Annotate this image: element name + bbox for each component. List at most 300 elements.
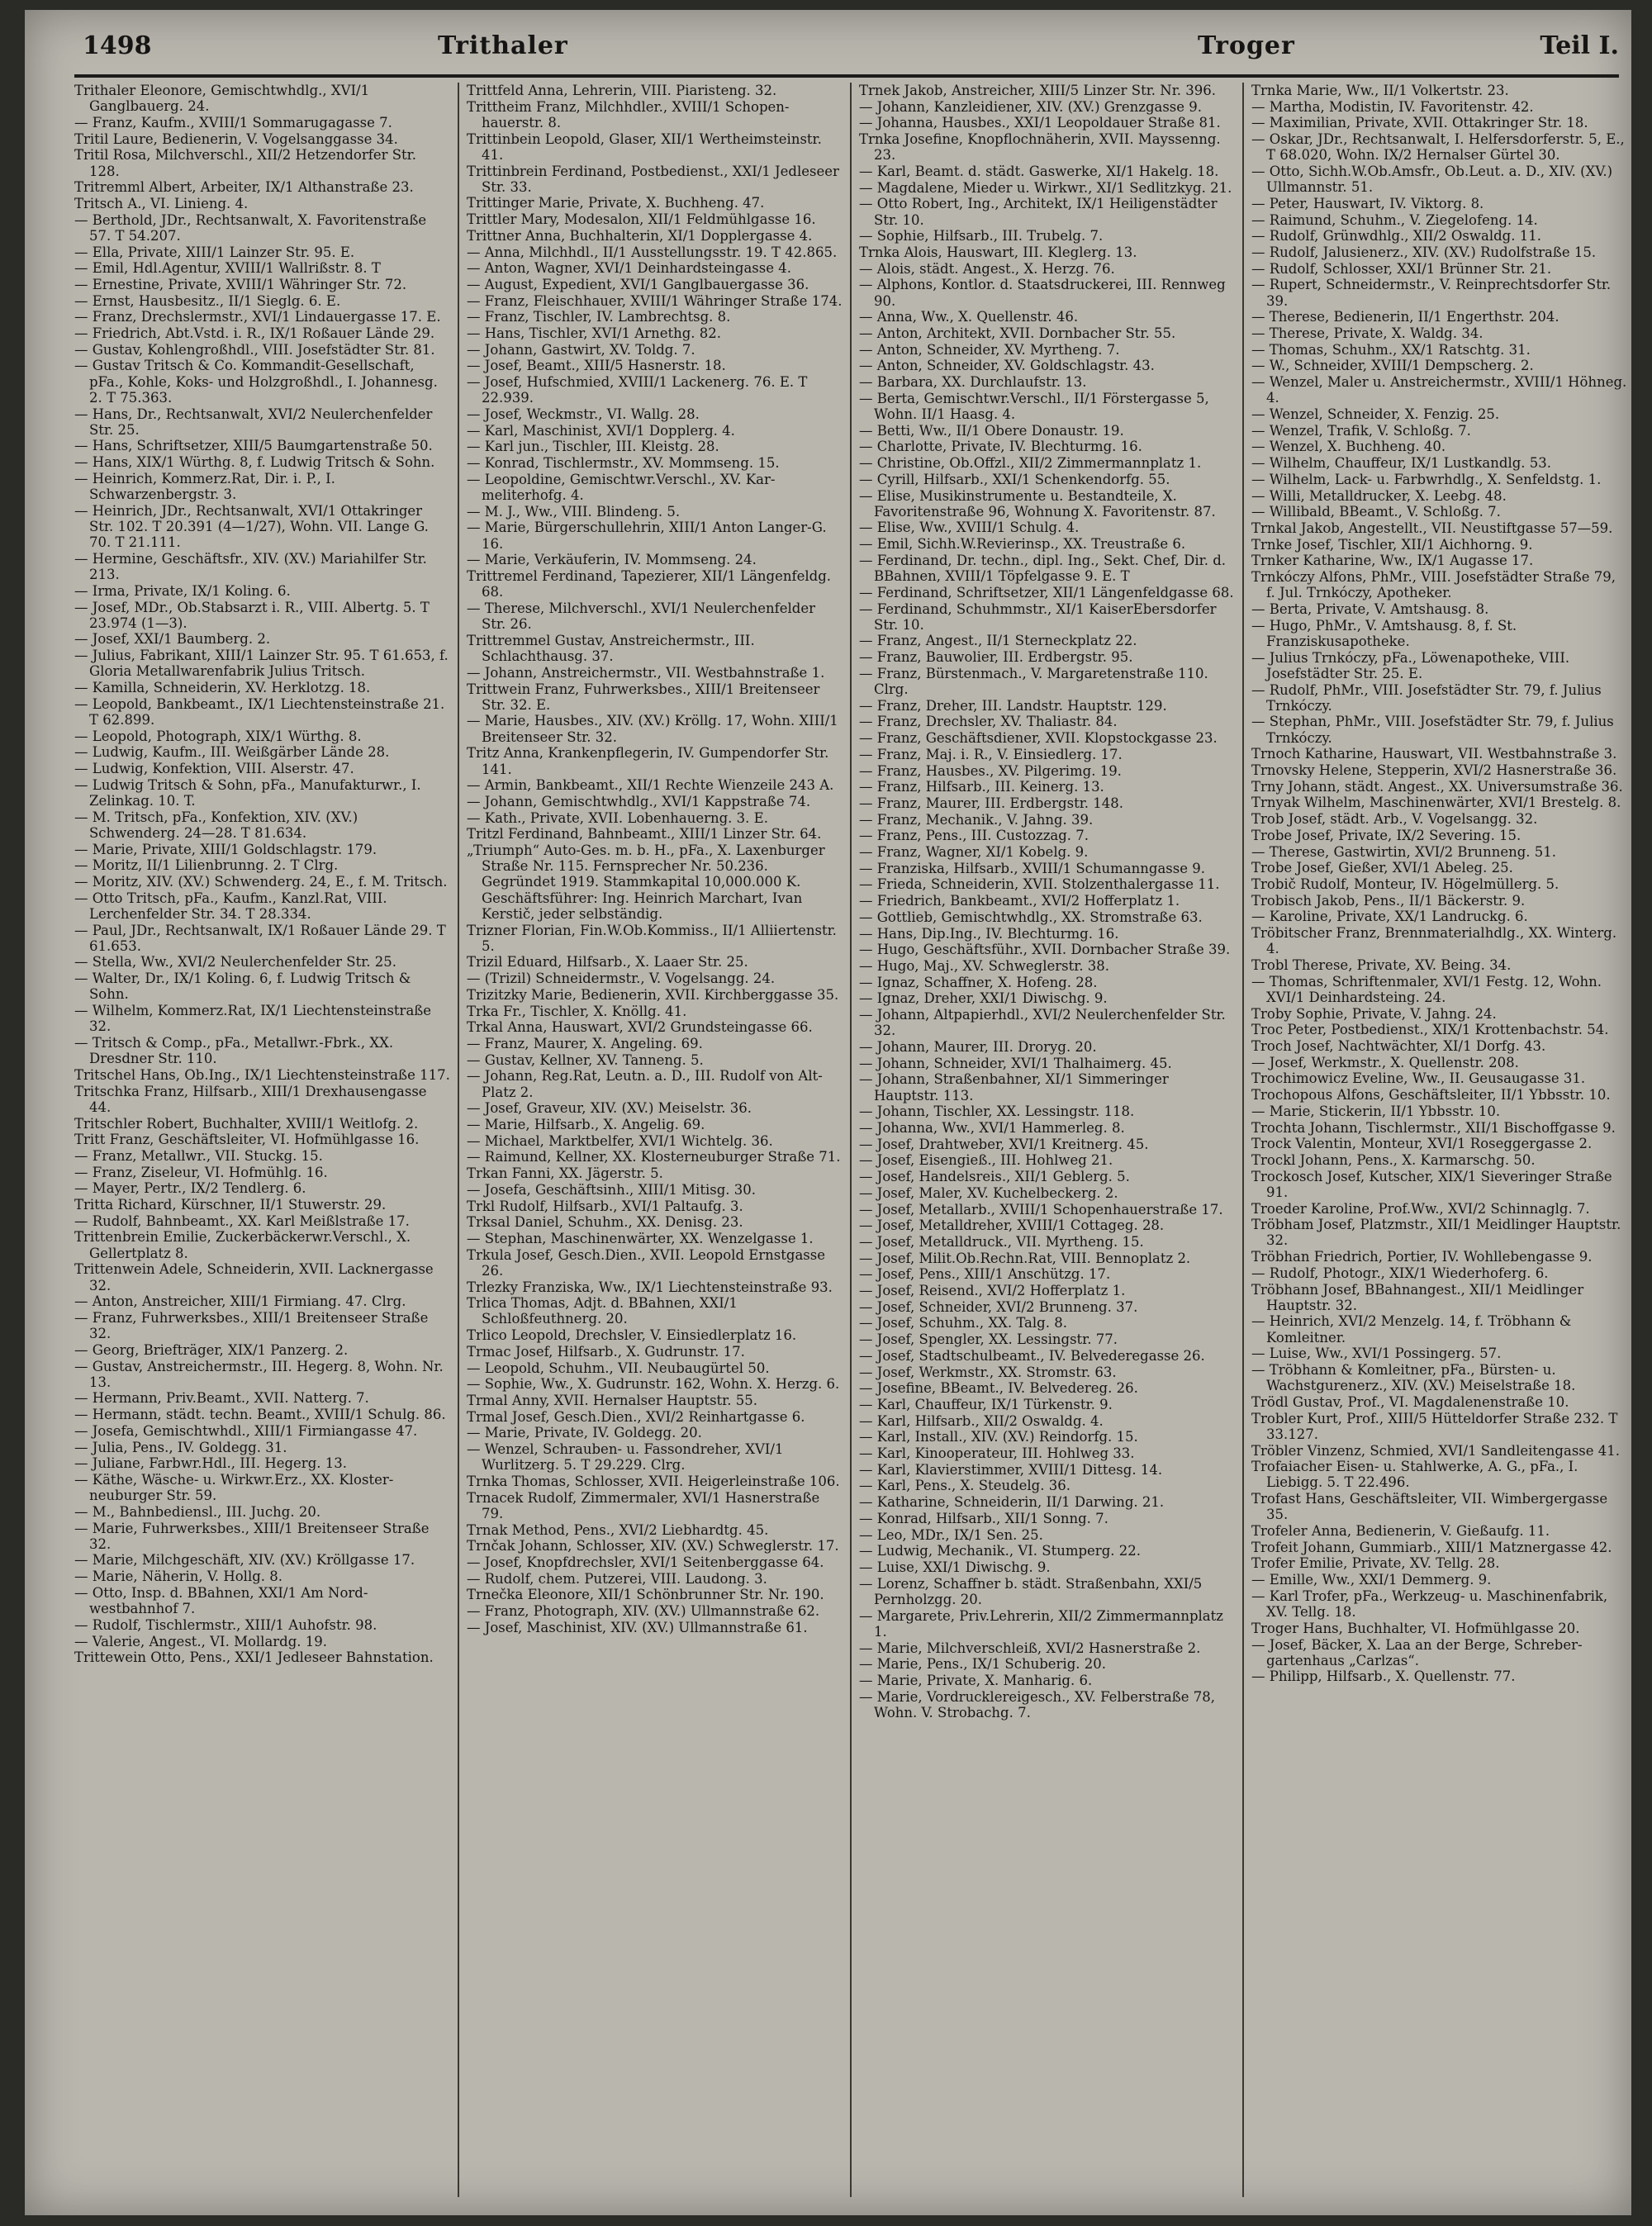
directory-entry: — Ludwig Tritsch & Sohn, pFa., Manufakturwr., I. Zelinkag. 10. T. xyxy=(74,776,421,809)
page-number: 1498 xyxy=(83,31,152,60)
directory-entry: — Marie, Verkäuferin, IV. Mommseng. 24. xyxy=(467,552,757,568)
directory-entry: — Willi, Metalldrucker, X. Leebg. 48. xyxy=(1251,487,1507,504)
directory-entry: — Thomas, Schuhm., XX/1 Ratschtg. 31. xyxy=(1251,341,1531,358)
directory-entry: — Josef, Beamt., XIII/5 Hasnerstr. 18. xyxy=(467,358,726,374)
directory-entry: — Kamilla, Schneiderin, XV. Herklotzg. 18. xyxy=(74,680,371,696)
directory-entry: — Alois, städt. Angest., X. Herzg. 76. xyxy=(859,260,1115,277)
directory-entry: — Anna, Ww., X. Quellenstr. 46. xyxy=(859,309,1079,325)
directory-entry: — Franz, Drechslermstr., XVI/1 Lindauergasse 17. E. xyxy=(74,309,441,325)
directory-entry: Trnka Marie, Ww., II/1 Volkertstr. 23. xyxy=(1251,83,1509,98)
directory-entry: — Rudolf, Schlosser, XXI/1 Brünner Str. 21. xyxy=(1251,260,1552,277)
page-header xyxy=(74,31,1619,73)
directory-entry: Trofer Emilie, Private, XV. Tellg. 28. xyxy=(1251,1555,1500,1572)
directory-entry: — Walter, Dr., IX/1 Koling. 6, f. Ludwig Tritsch & Sohn. xyxy=(74,971,411,1003)
directory-entry: Tröbhann Josef, BBahnangest., XII/1 Meidlinger Hauptstr. 32. xyxy=(1251,1281,1584,1313)
directory-entry: — Franziska, Hilfsarb., XVIII/1 Schumanngasse 9. xyxy=(859,860,1205,876)
directory-entry: — Luise, Ww., XVI/1 Possingerg. 57. xyxy=(1251,1346,1502,1362)
directory-entry: — Ferdinand, Dr. techn., dipl. Ing., Sekt. Chef, Dir. d. BBahnen, XVIII/1 Töpfelgasse 9. E. T xyxy=(859,552,1227,585)
directory-entry: — Rudolf, Bahnbeamt., XX. Karl Meißlstraße 17. xyxy=(74,1213,410,1229)
directory-entry: — W., Schneider, XVIII/1 Dempscherg. 2. xyxy=(1251,358,1534,374)
directory-entry: Trnkal Jakob, Angestellt., VII. Neustiftgasse 57—59. xyxy=(1251,520,1613,536)
directory-entry: — Hermine, Geschäftsfr., XIV. (XV.) Mariahilfer Str. 213. xyxy=(74,550,427,583)
directory-entry: — Franz, Pens., III. Custozzag. 7. xyxy=(859,828,1089,844)
directory-entry: — Stephan, Maschinenwärter, XX. Wenzelgasse 1. xyxy=(467,1230,814,1246)
directory-entry: Trnka Thomas, Schlosser, XVII. Heigerleinstraße 106. xyxy=(467,1473,840,1489)
directory-entry: — Hermann, Priv.Beamt., XVII. Natterg. 7. xyxy=(74,1390,369,1407)
directory-entry: — Josefine, BBeamt., IV. Belvedereg. 26. xyxy=(859,1380,1138,1397)
directory-entry: Trittler Mary, Modesalon, XII/1 Feldmühlgasse 16. xyxy=(467,211,816,228)
directory-entry: — Elise, Musikinstrumente u. Bestandteile, X. Favoritenstraße 96, Wohnung X. Favoritenstr. 87. xyxy=(859,487,1216,520)
directory-entry: — Ignaz, Schaffner, X. Hofeng. 28. xyxy=(859,974,1098,990)
directory-entry: — Hans, XIX/1 Würthg. 8, f. Ludwig Tritsch & Sohn. xyxy=(74,454,435,471)
directory-entry: — Leopoldine, Gemischtwr.Verschl., XV. Karmeliterhofg. 4. xyxy=(467,471,776,504)
directory-entry: — Karl, Chauffeur, IX/1 Türkenstr. 9. xyxy=(859,1396,1113,1412)
directory-entry: — Anton, Architekt, XVII. Dornbacher Str. 55. xyxy=(859,325,1176,342)
directory-entry: — Maximilian, Private, XVII. Ottakringer Str. 18. xyxy=(1251,115,1588,131)
directory-entry: — Margarete, Priv.Lehrerin, XII/2 Zimmermannplatz 1. xyxy=(859,1607,1223,1640)
directory-entry: Tritil Laure, Bedienerin, V. Vogelsanggasse 34. xyxy=(74,131,398,147)
directory-entry: Trizner Florian, Fin.W.Ob.Kommiss., II/1 Alliiertenstr. 5. xyxy=(467,922,837,954)
directory-entry: Trkal Anna, Hauswart, XVI/2 Grundsteingasse 66. xyxy=(467,1019,813,1036)
directory-entry: — Johanna, Hausbes., XXI/1 Leopoldauer Straße 81. xyxy=(859,115,1221,131)
directory-entry: — Marie, Bürgerschullehrin, XIII/1 Anton Langer-G. 16. xyxy=(467,520,827,552)
directory-entry: — Franz, Hilfsarb., III. Keinerg. 13. xyxy=(859,779,1104,795)
directory-entry: — August, Expedient, XVI/1 Ganglbauergasse 36. xyxy=(467,276,809,292)
directory-entry: — Josef, Handelsreis., XII/1 Geblerg. 5. xyxy=(859,1169,1130,1185)
column-1 xyxy=(74,83,450,2197)
directory-entry: — Johann, Reg.Rat, Leutn. a. D., III. Rudolf von Alt-Platz 2. xyxy=(467,1068,823,1100)
directory-entry: Trkula Josef, Gesch.Dien., XVII. Leopold Ernstgasse 26. xyxy=(467,1246,826,1279)
directory-entry: — Hermann, städt. techn. Beamt., XVIII/1 Schulg. 86. xyxy=(74,1407,446,1423)
directory-entry: Trockl Johann, Pens., X. Karmarschg. 50. xyxy=(1251,1151,1536,1168)
directory-entry: — Josef, Weckmstr., VI. Wallg. 28. xyxy=(467,406,700,423)
directory-entry: — Ferdinand, Schriftsetzer, XII/1 Längenfeldgasse 68. xyxy=(859,584,1234,600)
directory-entry: — Ernst, Hausbesitz., II/1 Sieglg. 6. E. xyxy=(74,292,341,309)
directory-entry: — Josef, Metalldruck., VII. Myrtheng. 15. xyxy=(859,1233,1144,1250)
directory-entry: Trobe Josef, Private, IX/2 Severing. 15. xyxy=(1251,827,1521,843)
right-running-head: Troger xyxy=(1198,31,1295,60)
directory-entry: — Heinrich, XVI/2 Menzelg. 14, f. Tröbhann & Komleitner. xyxy=(1251,1313,1572,1346)
directory-entry: — Marie, Vordrucklereigesch., XV. Felberstraße 78, Wohn. V. Strobachg. 7. xyxy=(859,1688,1215,1721)
directory-entry: — Josef, Maler, XV. Kuchelbeckerg. 2. xyxy=(859,1184,1118,1201)
directory-entry: — Marie, Milchgeschäft, XIV. (XV.) Kröllgasse 17. xyxy=(74,1552,415,1569)
directory-page xyxy=(25,10,1631,2215)
directory-entry: — Wenzel, Schneider, X. Fenzig. 25. xyxy=(1251,406,1500,423)
directory-entry: — Sophie, Ww., X. Gudrunstr. 162, Wohn. X. Herzg. 6. xyxy=(467,1376,840,1393)
directory-entry: — Otto, Sichh.W.Ob.Amsfr., Ob.Leut. a. D., XIV. (XV.) Ullmannstr. 51. xyxy=(1251,164,1613,196)
directory-entry: — Josef, Drahtweber, XVI/1 Kreitnerg. 45. xyxy=(859,1136,1149,1152)
directory-entry: Trkl Rudolf, Hilfsarb., XVI/1 Paltaufg. 3. xyxy=(467,1198,743,1214)
directory-entry: Trittinbrein Ferdinand, Postbedienst., XXI/1 Jedleseer Str. 33. xyxy=(467,163,839,195)
column-divider xyxy=(1242,83,1244,2197)
directory-entry: — Ferdinand, Schuhmmstr., XI/1 KaiserEbersdorfer Str. 10. xyxy=(859,600,1217,633)
directory-entry: Tröbler Vinzenz, Schmied, XVI/1 Sandleitengasse 41. xyxy=(1251,1442,1621,1459)
directory-entry: — Christine, Ob.Offzl., XII/2 Zimmermannplatz 1. xyxy=(859,455,1202,472)
directory-entry: — Hugo, Geschäftsführ., XVII. Dornbacher Straße 39. xyxy=(859,942,1231,958)
directory-entry: — Georg, Briefträger, XIX/1 Panzerg. 2. xyxy=(74,1341,349,1358)
directory-entry: — Franz, Drechsler, XV. Thaliastr. 84. xyxy=(859,714,1118,730)
directory-entry: — Karl, Kinooperateur, III. Hohlweg 33. xyxy=(859,1445,1135,1462)
directory-entry: Trmal Anny, XVII. Hernalser Hauptstr. 55. xyxy=(467,1392,757,1408)
directory-entry: Trizitzky Marie, Bedienerin, XVII. Kirchberggasse 35. xyxy=(467,986,839,1003)
directory-entry: Troeder Karoline, Prof.Ww., XVI/2 Schinnaglg. 7. xyxy=(1251,1200,1590,1217)
directory-entry: — Franz, Bauwolier, III. Erdbergstr. 95. xyxy=(859,649,1133,666)
directory-entry: — Josef, Werkmstr., X. Quellenstr. 208. xyxy=(1251,1054,1519,1070)
directory-entry: — Stephan, PhMr., VIII. Josefstädter Str. 79, f. Julius Trnkóczy. xyxy=(1251,714,1614,746)
directory-entry: Tritt Franz, Geschäftsleiter, VI. Hofmühlgasse 16. xyxy=(74,1132,420,1148)
directory-entry: — Franz, Fuhrwerksbes., XIII/1 Breitenseer Straße 32. xyxy=(74,1309,429,1342)
directory-entry: — Rudolf, Jalusienerz., XIV. (XV.) Rudolfstraße 15. xyxy=(1251,244,1597,261)
directory-entry: — Karl, Install., XIV. (XV.) Reindorfg. 15. xyxy=(859,1429,1138,1445)
directory-entry: — Franz, Geschäftsdiener, XVII. Klopstockgasse 23. xyxy=(859,730,1218,747)
directory-entry: Trka Fr., Tischler, X. Knöllg. 41. xyxy=(467,1003,687,1019)
directory-entry: Trlica Thomas, Adjt. d. BBahnen, XXI/1 Schloßfeuthnerg. 20. xyxy=(467,1295,738,1327)
directory-entry: Trnka Josefine, Knopflochnäherin, XVII. Mayssenng. 23. xyxy=(859,131,1221,164)
directory-entry: — Armin, Bankbeamt., XII/1 Rechte Wienzeile 243 A. xyxy=(467,777,834,794)
directory-entry: — Julius, Fabrikant, XIII/1 Lainzer Str. 95. T 61.653, f. Gloria Metallwarenfabrik Julius Tritsch. xyxy=(74,648,449,680)
directory-entry: Trnker Katharine, Ww., IX/1 Augasse 17. xyxy=(1251,553,1534,569)
directory-entry: — Oskar, JDr., Rechtsanwalt, I. Helfersdorferstr. 5, E., T 68.020, Wohn. IX/2 Hernalser Gürtel 30. xyxy=(1251,131,1625,164)
directory-entry: — Hans, Dr., Rechtsanwalt, XVI/2 Neulerchenfelder Str. 25. xyxy=(74,406,433,438)
directory-entry: — Franz, Mechanik., V. Jahng. 39. xyxy=(859,811,1094,828)
directory-entry: Trittwein Franz, Fuhrwerksbes., XIII/1 Breitenseer Str. 32. E. xyxy=(467,681,820,713)
directory-entry: Trochimowicz Eveline, Ww., II. Geusaugasse 31. xyxy=(1251,1070,1586,1087)
directory-entry: — Anton, Wagner, XVI/1 Deinhardsteingasse 4. xyxy=(467,260,791,277)
directory-entry: — Marie, Hausbes., XIV. (XV.) Kröllg. 17, Wohn. XIII/1 Breitenseer Str. 32. xyxy=(467,713,838,745)
directory-entry: — Stella, Ww., XVI/2 Neulerchenfelder Str. 25. xyxy=(74,954,397,971)
directory-entry: Tröbhan Friedrich, Portier, IV. Wohllebengasse 9. xyxy=(1251,1249,1593,1265)
directory-entry: — Gottlieb, Gemischtwhdlg., XX. Stromstraße 63. xyxy=(859,909,1203,925)
directory-entry: — Franz, Tischler, IV. Lambrechtsg. 8. xyxy=(467,309,731,325)
directory-entry: — Franz, Dreher, III. Landstr. Hauptstr. 129. xyxy=(859,697,1167,714)
directory-entry: — Paul, JDr., Rechtsanwalt, IX/1 Roßauer Lände 29. T 61.653. xyxy=(74,922,446,954)
directory-entry: — Karl, Pens., X. Steudelg. 36. xyxy=(859,1478,1070,1494)
directory-entry: Tritil Rosa, Milchverschl., XII/2 Hetzendorfer Str. 128. xyxy=(74,147,416,179)
directory-entry: — Moritz, XIV. (XV.) Schwenderg. 24, E., f. M. Tritsch. xyxy=(74,873,448,890)
directory-entry: Tritz Anna, Krankenpflegerin, IV. Gumpendorfer Str. 141. xyxy=(467,745,829,777)
directory-entry: Trnkóczy Alfons, PhMr., VIII. Josefstädter Straße 79, f. Jul. Trnkóczy, Apotheker. xyxy=(1251,569,1616,601)
directory-entry: — Marie, Näherin, V. Hollg. 8. xyxy=(74,1569,283,1585)
directory-entry: — Ludwig, Kaufm., III. Weißgärber Lände 28. xyxy=(74,744,390,761)
directory-entry: Trobič Rudolf, Monteur, IV. Högelmüllerg. 5. xyxy=(1251,876,1559,892)
directory-entry: — Konrad, Hilfsarb., XII/1 Sonng. 7. xyxy=(859,1510,1108,1526)
directory-entry: — Johann, Tischler, XX. Lessingstr. 118. xyxy=(859,1104,1135,1120)
directory-entry: — Therese, Gastwirtin, XVI/2 Brunneng. 51. xyxy=(1251,843,1557,860)
directory-entry: — Rupert, Schneidermstr., V. Reinprechtsdorfer Str. 39. xyxy=(1251,277,1612,309)
directory-entry: — Magdalene, Mieder u. Wirkwr., XI/1 Sedlitzkyg. 21. xyxy=(859,179,1232,196)
directory-entry: — Johann, Schneider, XVI/1 Thalhaimerg. 45. xyxy=(859,1055,1172,1071)
directory-entry: Trofaiacher Eisen- u. Stahlwerke, A. G., pFa., I. Liebigg. 5. T 22.496. xyxy=(1251,1459,1578,1491)
directory-entry: Trock Valentin, Monteur, XVI/1 Roseggergasse 2. xyxy=(1251,1136,1593,1152)
directory-entry: Tritta Richard, Kürschner, II/1 Stuwerstr. 29. xyxy=(74,1197,387,1213)
directory-entry: Trobler Kurt, Prof., XIII/5 Hütteldorfer Straße 232. T 33.127. xyxy=(1251,1410,1618,1442)
directory-entry: Troc Peter, Postbedienst., XIX/1 Krottenbachstr. 54. xyxy=(1251,1022,1609,1038)
directory-entry: — Gustav, Kohlengroßhdl., VIII. Josefstädter Str. 81. xyxy=(74,341,435,358)
directory-entry: — Julius Trnkóczy, pFa., Löwenapotheke, VIII. Josefstädter Str. 25. E. xyxy=(1251,649,1570,681)
directory-entry: — Konrad, Tischlermstr., XV. Mommseng. 15. xyxy=(467,455,780,472)
directory-entry: — Wenzel, X. Buchheng. 40. xyxy=(1251,439,1446,455)
directory-entry: — Franz, Maj. i. R., V. Einsiedlerg. 17. xyxy=(859,746,1123,762)
directory-entry: — Karl, Klavierstimmer, XVIII/1 Dittesg. 14. xyxy=(859,1461,1163,1478)
directory-entry: Tritremml Albert, Arbeiter, IX/1 Althanstraße 23. xyxy=(74,179,414,196)
directory-entry: — Franz, Metallwr., VII. Stuckg. 15. xyxy=(74,1147,323,1164)
directory-entry: — Frieda, Schneiderin, XVII. Stolzenthalergasse 11. xyxy=(859,876,1220,893)
directory-entry: — Leopold, Schuhm., VII. Neubaugürtel 50. xyxy=(467,1360,770,1376)
directory-entry: Troby Sophie, Private, V. Jahng. 24. xyxy=(1251,1005,1497,1022)
directory-entry: — Heinrich, Kommerz.Rat, Dir. i. P., I. Schwarzenbergstr. 3. xyxy=(74,470,335,503)
directory-entry: — Thomas, Schriftenmaler, XVI/1 Festg. 12, Wohn. XVI/1 Deinhardsteing. 24. xyxy=(1251,973,1602,1005)
directory-entry: — Franz, Fleischhauer, XVIII/1 Währinger Straße 174. xyxy=(467,292,843,309)
directory-entry: — Josef, Graveur, XIV. (XV.) Meiselstr. 36. xyxy=(467,1100,752,1117)
directory-entry: Trnečka Eleonore, XII/1 Schönbrunner Str. Nr. 190. xyxy=(467,1587,824,1603)
directory-entry: — Emil, Hdl.Agentur, XVIII/1 Wallrißstr. 8. T xyxy=(74,260,381,277)
directory-entry: Trofast Hans, Geschäftsleiter, VII. Wimbergergasse 35. xyxy=(1251,1491,1608,1523)
directory-entry: — Kath., Private, XVII. Lobenhauerng. 3. E. xyxy=(467,809,768,826)
directory-entry: Tritschler Robert, Buchhalter, XVIII/1 Weitlofg. 2. xyxy=(74,1115,419,1132)
directory-entry: — (Trizil) Schneidermstr., V. Vogelsangg. 24. xyxy=(467,971,776,987)
directory-entry: Trlico Leopold, Drechsler, V. Einsiedlerplatz 16. xyxy=(467,1327,797,1344)
directory-entry: — Otto Tritsch, pFa., Kaufm., Kanzl.Rat, VIII. Lerchenfelder Str. 34. T 28.334. xyxy=(74,890,387,922)
directory-entry: — Rudolf, Tischlermstr., XIII/1 Auhofstr. 98. xyxy=(74,1616,377,1633)
directory-entry: — Josefa, Geschäftsinh., XIII/1 Mitisg. 30. xyxy=(467,1181,756,1198)
directory-entry: — Josef, Schuhm., XX. Talg. 8. xyxy=(859,1315,1067,1331)
directory-entry: Trofeler Anna, Bedienerin, V. Gießaufg. 11. xyxy=(1251,1523,1550,1540)
directory-entry: — Josef, Bäcker, X. Laa an der Berge, Schrebergartenhaus „Carlzas“. xyxy=(1251,1636,1583,1668)
directory-entry: — Hans, Dip.Ing., IV. Blechturmg. 16. xyxy=(859,925,1119,942)
directory-entry: — Moritz, II/1 Lilienbrunng. 2. T Clrg. xyxy=(74,857,339,874)
directory-entry: Trittfeld Anna, Lehrerin, VIII. Piaristeng. 32. xyxy=(467,83,777,98)
directory-entry: — Käthe, Wäsche- u. Wirkwr.Erz., XX. Klosterneuburger Str. 59. xyxy=(74,1471,394,1504)
directory-entry: — Wenzel, Trafik, V. Schloßg. 7. xyxy=(1251,422,1471,439)
directory-entry: Tritschka Franz, Hilfsarb., XIII/1 Drexhausengasse 44. xyxy=(74,1083,427,1115)
directory-entry: — Tritsch & Comp., pFa., Metallwr.-Fbrk., XX. Dresdner Str. 110. xyxy=(74,1034,394,1067)
directory-entry: Trmal Josef, Gesch.Dien., XVI/2 Reinhartgasse 6. xyxy=(467,1408,805,1425)
directory-entry: — Rudolf, Grünwdhlg., XII/2 Oswaldg. 11. xyxy=(1251,228,1541,244)
directory-entry: — M. J., Ww., VIII. Blindeng. 5. xyxy=(467,503,681,520)
directory-entry: — Gustav Tritsch & Co. Kommandit-Gesellschaft, pFa., Kohle, Koks- und Holzgroßhdl., I. Johannesg. 2. T 75.363. xyxy=(74,358,438,406)
directory-entry: Trofeit Johann, Gummiarb., XIII/1 Matznergasse 42. xyxy=(1251,1539,1612,1555)
directory-entry: — Wenzel, Schrauben- u. Fassondreher, XVI/1 Wurlitzerg. 5. T 29.229. Clrg. xyxy=(467,1441,784,1474)
directory-entry: — Mayer, Pertr., IX/2 Tendlerg. 6. xyxy=(74,1180,306,1197)
directory-entry: — Josef, Pens., XIII/1 Anschützg. 17. xyxy=(859,1266,1111,1283)
directory-entry: — Marie, Hilfsarb., X. Angelig. 69. xyxy=(467,1117,705,1132)
directory-entry: — Josef, Stadtschulbeamt., IV. Belvederegasse 26. xyxy=(859,1347,1205,1364)
directory-entry: — Ella, Private, XIII/1 Lainzer Str. 95. E. xyxy=(74,244,355,260)
directory-entry: — Katharine, Schneiderin, II/1 Darwing. 21. xyxy=(859,1494,1165,1511)
directory-entry: — Peter, Hauswart, IV. Viktorg. 8. xyxy=(1251,195,1484,211)
directory-entry: — Josefa, Gemischtwhdl., XIII/1 Firmiangasse 47. xyxy=(74,1422,418,1439)
directory-entry: — Anton, Schneider, XV. Myrtheng. 7. xyxy=(859,341,1120,358)
directory-entry: — Wilhelm, Chauffeur, IX/1 Lustkandlg. 53. xyxy=(1251,455,1552,472)
directory-entry: — Franz, Bürstenmach., V. Margaretenstraße 110. Clrg. xyxy=(859,665,1208,698)
column-divider xyxy=(850,83,852,2197)
directory-entry: — Willibald, BBeamt., V. Schloßg. 7. xyxy=(1251,504,1501,520)
directory-entry: — Johann, Anstreichermstr., VII. Westbahnstraße 1. xyxy=(467,664,825,681)
directory-entry: — Franz, Wagner, XI/1 Kobelg. 9. xyxy=(859,844,1089,861)
directory-entry: — Josef, Schneider, XVI/2 Brunneng. 37. xyxy=(859,1298,1138,1315)
directory-entry: — Raimund, Schuhm., V. Ziegelofeng. 14. xyxy=(1251,211,1538,228)
directory-entry: — Marie, Milchverschleiß, XVI/2 Hasnerstraße 2. xyxy=(859,1640,1201,1656)
directory-entry: Trittenbrein Emilie, Zuckerbäckerwr.Verschl., X. Gellertplatz 8. xyxy=(74,1229,411,1261)
directory-entry: — Johann, Kanzleidiener, XIV. (XV.) Grenzgasse 9. xyxy=(859,98,1203,115)
directory-entry: — Karl, Maschinist, XVI/1 Dopplerg. 4. xyxy=(467,422,735,439)
directory-entry: — Cyrill, Hilfsarb., XXI/1 Schenkendorfg. 55. xyxy=(859,471,1170,487)
directory-entry: Trmac Josef, Hilfsarb., X. Gudrunstr. 17. xyxy=(467,1343,745,1360)
directory-entry: — Julia, Pens., IV. Goldegg. 31. xyxy=(74,1439,287,1455)
directory-entry: — Franz, Maurer, X. Angeling. 69. xyxy=(467,1035,703,1051)
column-3 xyxy=(859,83,1235,2197)
directory-entry: Trob Josef, städt. Arb., V. Vogelsangg. 32. xyxy=(1251,811,1538,828)
directory-entry: — Johanna, Ww., XVI/1 Hammerleg. 8. xyxy=(859,1120,1125,1136)
directory-entry: Trny Johann, städt. Angest., XX. Universumstraße 36. xyxy=(1251,778,1623,795)
directory-entry: — Josef, Metallarb., XVIII/1 Schopenhauerstraße 17. xyxy=(859,1201,1223,1217)
directory-entry: — Anna, Milchhdl., II/1 Ausstellungsstr. 19. T 42.865. xyxy=(467,244,838,260)
directory-entry: Trnyak Wilhelm, Maschinenwärter, XVI/1 Brestelg. 8. xyxy=(1251,795,1621,811)
directory-entry: — Elise, Ww., XVIII/1 Schulg. 4. xyxy=(859,520,1080,536)
directory-entry: — Karl Trofer, pFa., Werkzeug- u. Maschinenfabrik, XV. Tellg. 18. xyxy=(1251,1588,1608,1621)
directory-entry: Trkan Fanni, XX. Jägerstr. 5. xyxy=(467,1165,663,1182)
directory-entry: — Charlotte, Private, IV. Blechturmg. 16. xyxy=(859,439,1142,455)
directory-entry: — Otto, Insp. d. BBahnen, XXI/1 Am Nordwestbahnhof 7. xyxy=(74,1584,368,1617)
directory-entry: — Franz, Maurer, III. Erdbergstr. 148. xyxy=(859,795,1124,811)
directory-entry: Trittheim Franz, Milchhdler., XVIII/1 Schopenhauerstr. 8. xyxy=(467,98,790,131)
directory-entry: — Hans, Tischler, XVI/1 Arnethg. 82. xyxy=(467,325,722,342)
directory-entry: — Heinrich, JDr., Rechtsanwalt, XVI/1 Ottakringer Str. 102. T 20.391 (4—1/27), Wohn. VII. Lange G. 70. T 21.111. xyxy=(74,502,429,551)
left-running-head: Trithaler xyxy=(438,31,568,60)
directory-entry: — M. Tritsch, pFa., Konfektion, XIV. (XV.) Schwenderg. 24—28. T 81.634. xyxy=(74,809,358,841)
directory-entry: — Otto Robert, Ing., Architekt, IX/1 Heiligenstädter Str. 10. xyxy=(859,196,1218,228)
directory-entry: — Franz, Kaufm., XVIII/1 Sommarugagasse 7. xyxy=(74,114,392,131)
directory-entry: — Rudolf, PhMr., VIII. Josefstädter Str. 79, f. Julius Trnkóczy. xyxy=(1251,681,1602,714)
directory-entry: — Hans, Schriftsetzer, XIII/5 Baumgartenstraße 50. xyxy=(74,438,433,454)
directory-entry: Trnak Method, Pens., XVI/2 Liebhardtg. 45. xyxy=(467,1521,769,1538)
directory-entry: Trobe Josef, Gießer, XVI/1 Abeleg. 25. xyxy=(1251,860,1513,876)
directory-entry: Troger Hans, Buchhalter, VI. Hofmühlgasse 20. xyxy=(1251,1620,1580,1636)
directory-entry: — Leopold, Photograph, XIX/1 Würthg. 8. xyxy=(74,728,362,744)
directory-entry: — Marie, Pens., IX/1 Schuberig. 20. xyxy=(859,1656,1106,1673)
directory-entry: — Hugo, PhMr., V. Amtshausg. 8, f. St. Franziskusapotheke. xyxy=(1251,617,1517,649)
directory-entry: Trittewein Otto, Pens., XXI/1 Jedleseer Bahnstation. xyxy=(74,1649,434,1666)
directory-entry: — Juliane, Farbwr.Hdl., III. Hegerg. 13. xyxy=(74,1455,347,1472)
directory-entry: — Berta, Private, V. Amtshausg. 8. xyxy=(1251,601,1489,617)
directory-entry: — Sophie, Hilfsarb., III. Trubelg. 7. xyxy=(859,228,1104,244)
directory-entry: — Gustav, Kellner, XV. Tanneng. 5. xyxy=(467,1051,704,1068)
directory-entry: — Michael, Marktbelfer, XVI/1 Wichtelg. 36. xyxy=(467,1132,773,1149)
directory-entry: Trnčak Johann, Schlosser, XIV. (XV.) Schweglerstr. 17. xyxy=(467,1538,839,1554)
directory-entry: — Ignaz, Dreher, XXI/1 Diwischg. 9. xyxy=(859,990,1108,1007)
directory-entry: Trithaler Eleonore, Gemischtwhdlg., XVI/1 Ganglbauerg. 24. xyxy=(74,83,370,115)
directory-entry: — Berta, Gemischtwr.Verschl., II/1 Förstergasse 5, Wohn. II/1 Haasg. 4. xyxy=(859,390,1209,423)
directory-entry: Trnoch Katharine, Hauswart, VII. Westbahnstraße 3. xyxy=(1251,746,1617,762)
directory-entry: — Gustav, Anstreichermstr., III. Hegerg. 8, Wohn. Nr. 13. xyxy=(74,1358,444,1390)
directory-entry: — Josef, Spengler, XX. Lessingstr. 77. xyxy=(859,1331,1118,1348)
directory-entry: — Therese, Private, X. Waldg. 34. xyxy=(1251,325,1483,342)
directory-entry: — Johann, Altpapierhdl., XVI/2 Neulerchenfelder Str. 32. xyxy=(859,1007,1226,1039)
directory-entry: — Karoline, Private, XX/1 Landruckg. 6. xyxy=(1251,909,1528,925)
column-2 xyxy=(467,83,843,2197)
directory-entry: — Johann, Straßenbahner, XI/1 Simmeringer Hauptstr. 113. xyxy=(859,1071,1169,1104)
directory-entry: — Josef, Werkmstr., XX. Stromstr. 63. xyxy=(859,1364,1117,1380)
directory-entry: — Anton, Anstreicher, XIII/1 Firmiang. 47. Clrg. xyxy=(74,1293,406,1310)
directory-entry: — Franz, Angest., II/1 Sterneckplatz 22. xyxy=(859,633,1137,649)
directory-entry: — Josef, Eisengieß., III. Hohlweg 21. xyxy=(859,1152,1113,1169)
directory-entry: Trittremel Ferdinand, Tapezierer, XII/1 Längenfeldg. 68. xyxy=(467,568,832,600)
directory-entry: — Emille, Ww., XXI/1 Demmerg. 9. xyxy=(1251,1572,1492,1588)
directory-entry: Tröbham Josef, Platzmstr., XII/1 Meidlinger Hauptstr. 32. xyxy=(1251,1217,1621,1249)
directory-entry: — Anton, Schneider, XV. Goldschlagstr. 43. xyxy=(859,358,1155,374)
directory-entry: Trittinger Marie, Private, X. Buchheng. 47. xyxy=(467,195,765,211)
directory-entry: — Josef, XXI/1 Baumberg. 2. xyxy=(74,631,271,648)
column-4 xyxy=(1251,83,1627,2197)
directory-entry: Trochta Johann, Tischlermstr., XII/1 Bischoffgasse 9. xyxy=(1251,1119,1616,1136)
directory-entry: — Leopold, Bankbeamt., IX/1 Liechtensteinstraße 21. T 62.899. xyxy=(74,695,445,728)
directory-entry: Trobisch Jakob, Pens., II/1 Bäckerstr. 9. xyxy=(1251,892,1526,909)
directory-entry: — Marie, Stickerin, II/1 Ybbsstr. 10. xyxy=(1251,1103,1501,1119)
directory-entry: — Josef, Hufschmied, XVIII/1 Lackenerg. 76. E. T 22.939. xyxy=(467,374,808,406)
part-label: Teil I. xyxy=(1540,31,1619,60)
directory-entry: — Raimund, Kellner, XX. Klosterneuburger Straße 71. xyxy=(467,1149,841,1165)
directory-entry: — Lorenz, Schaffner b. städt. Straßenbahn, XXI/5 Pernholzgg. 20. xyxy=(859,1575,1203,1607)
directory-entry: Tritschel Hans, Ob.Ing., IX/1 Liechtensteinstraße 117. xyxy=(74,1066,450,1083)
directory-entry: — Marie, Fuhrwerksbes., XIII/1 Breitenseer Straße 32. xyxy=(74,1520,430,1552)
directory-entry: — Josef, Reisend., XVI/2 Hofferplatz 1. xyxy=(859,1283,1126,1299)
directory-entry: Trnovsky Helene, Stepperin, XVI/2 Hasnerstraße 36. xyxy=(1251,762,1617,779)
directory-entry: — Alphons, Kontlor. d. Staatsdruckerei, III. Rennweg 90. xyxy=(859,277,1226,309)
directory-entry: — Johann, Gastwirt, XV. Toldg. 7. xyxy=(467,341,695,358)
directory-entry: Trittinbein Leopold, Glaser, XII/1 Wertheimsteinstr. 41. xyxy=(467,131,822,163)
directory-entry: — Johann, Maurer, III. Droryg. 20. xyxy=(859,1038,1097,1055)
directory-entry: — Marie, Private, XIII/1 Goldschlagstr. 179. xyxy=(74,841,377,857)
directory-entry: — Betti, Ww., II/1 Obere Donaustr. 19. xyxy=(859,422,1124,439)
directory-entry: — Josef, Milit.Ob.Rechn.Rat, VIII. Bennoplatz 2. xyxy=(859,1250,1191,1266)
directory-entry: — Wilhelm, Lack- u. Farbwrhdlg., X. Senfeldstg. 1. xyxy=(1251,471,1602,487)
column-divider xyxy=(458,83,459,2197)
directory-entry: Trochopous Alfons, Geschäftsleiter, II/1 Ybbsstr. 10. xyxy=(1251,1087,1611,1104)
directory-entry: — Friedrich, Bankbeamt., XVI/2 Hofferplatz 1. xyxy=(859,893,1180,909)
directory-entry: — Therese, Bedienerin, II/1 Engerthstr. 204. xyxy=(1251,309,1559,325)
directory-entry: Tritsch A., VI. Linieng. 4. xyxy=(74,195,249,211)
header-rule xyxy=(74,74,1619,78)
directory-entry: — Therese, Milchverschl., XVI/1 Neulerchenfelder Str. 26. xyxy=(467,600,816,633)
directory-entry: Tröbitscher Franz, Brennmaterialhdlg., XX. Winterg. 4. xyxy=(1251,925,1617,957)
directory-entry: Trittenwein Adele, Schneiderin, XVII. Lacknergasse 32. xyxy=(74,1261,434,1293)
directory-entry: Trnacek Rudolf, Zimmermaler, XVI/1 Hasnerstraße 79. xyxy=(467,1489,820,1521)
directory-entry: — Josef, Metalldreher, XVIII/1 Cottageg. 28. xyxy=(859,1217,1165,1234)
directory-entry: Trobl Therese, Private, XV. Being. 34. xyxy=(1251,956,1512,973)
directory-entry: — Leo, MDr., IX/1 Sen. 25. xyxy=(859,1526,1043,1543)
directory-entry: Trnek Jakob, Anstreicher, XIII/5 Linzer Str. Nr. 396. xyxy=(859,83,1217,98)
directory-entry: — Valerie, Angest., VI. Mollardg. 19. xyxy=(74,1633,328,1649)
directory-entry: — Ludwig, Mechanik., VI. Stumperg. 22. xyxy=(859,1543,1141,1559)
directory-entry: Trnka Alois, Hauswart, III. Kleglerg. 13. xyxy=(859,244,1137,261)
directory-entry: — Marie, Private, X. Manharig. 6. xyxy=(859,1672,1093,1688)
directory-entry: — Martha, Modistin, IV. Favoritenstr. 42. xyxy=(1251,98,1534,115)
directory-entry: — Marie, Private, IV. Goldegg. 20. xyxy=(467,1425,702,1441)
directory-entry: Trödl Gustav, Prof., VI. Magdalenenstraße 10. xyxy=(1251,1393,1569,1410)
directory-entry: — Rudolf, chem. Putzerei, VIII. Laudong. 3. xyxy=(467,1570,767,1587)
directory-entry: — Franz, Ziseleur, VI. Hofmühlg. 16. xyxy=(74,1164,328,1180)
directory-entry: — Josef, Maschinist, XIV. (XV.) Ullmannstraße 61. xyxy=(467,1619,808,1635)
directory-entry: — Franz, Photograph, XIV. (XV.) Ullmannstraße 62. xyxy=(467,1603,820,1620)
directory-entry: — Wenzel, Maler u. Anstreichermstr., XVIII/1 Höhneg. 4. xyxy=(1251,374,1627,406)
directory-entry: — Ludwig, Konfektion, VIII. Alserstr. 47. xyxy=(74,761,354,777)
directory-entry: — Josef, Knopfdrechsler, XVI/1 Seitenberggasse 64. xyxy=(467,1554,824,1570)
directory-entry: Trizil Eduard, Hilfsarb., X. Laaer Str. 25. xyxy=(467,954,748,971)
directory-entry: — Friedrich, Abt.Vstd. i. R., IX/1 Roßauer Lände 29. xyxy=(74,325,435,342)
directory-entry: — Ernestine, Private, XVIII/1 Währinger Str. 72. xyxy=(74,276,407,292)
directory-entry: — Barbara, XX. Durchlaufstr. 13. xyxy=(859,374,1087,391)
directory-entry: — Karl jun., Tischler, III. Kleistg. 28. xyxy=(467,439,719,455)
